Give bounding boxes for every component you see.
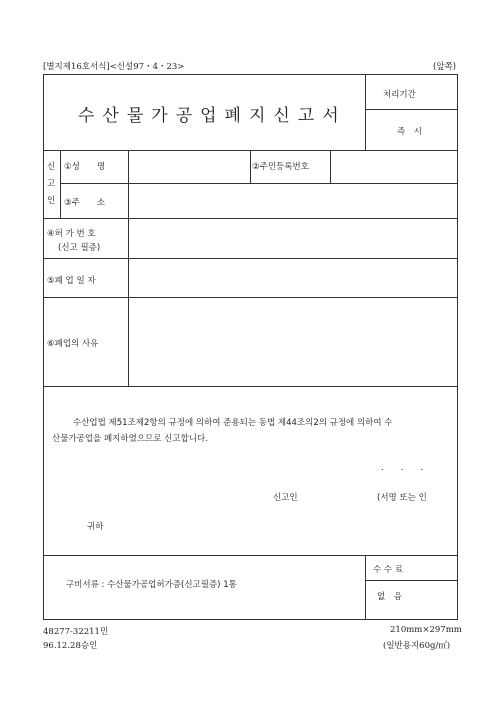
fee-label: 수 수 료 bbox=[373, 565, 404, 575]
address-label: ③주 소 bbox=[64, 198, 106, 208]
form-reference: [별지제16호서식]<신설97・4・23> bbox=[43, 62, 185, 72]
permit-number-sublabel: (신고 필증) bbox=[58, 243, 101, 253]
applicant-group-label-1: 신 bbox=[47, 162, 56, 172]
name-label: ①성 명 bbox=[64, 162, 106, 172]
name-field[interactable] bbox=[130, 152, 248, 181]
applicant-group-label-3: 인 bbox=[47, 196, 56, 206]
closure-reason-label: ⑥폐업의 사유 bbox=[47, 339, 99, 349]
resident-registration-number-label: ②주민등록번호 bbox=[252, 162, 309, 172]
permit-number-label: ④허 가 번 호 bbox=[47, 229, 96, 239]
resident-registration-number-field[interactable] bbox=[332, 152, 456, 181]
closure-date-label: ⑤폐 업 일 자 bbox=[47, 276, 96, 286]
processing-period-label: 처리기간 bbox=[383, 90, 416, 100]
page-side-label: (앞쪽) bbox=[433, 62, 457, 72]
permit-number-field[interactable] bbox=[130, 220, 456, 256]
form-title: 수산물가공업폐지신고서 bbox=[78, 106, 347, 126]
declarant-label: 신고인 bbox=[273, 493, 298, 503]
applicant-group-label-2: 고 bbox=[47, 179, 56, 189]
required-documents: 구비서류 : 수산물가공업허가증(신고필증) 1통 bbox=[66, 580, 237, 590]
declaration-text-line-1: 수산업법 제51조제2항의 규정에 의하여 준용되는 동법 제44조의2의 규정에 의하여 수 bbox=[73, 418, 393, 428]
addressee-label: 귀하 bbox=[87, 522, 104, 532]
fee-value: 없 음 bbox=[377, 592, 402, 602]
processing-period-value: 즉 시 bbox=[397, 127, 422, 137]
declarant-name-field[interactable] bbox=[305, 486, 371, 502]
closure-date-field[interactable] bbox=[130, 260, 456, 295]
declaration-date[interactable]: . . . bbox=[381, 463, 424, 473]
closure-reason-field[interactable] bbox=[130, 299, 456, 384]
paper-type: (일반용지60g/㎡) bbox=[383, 641, 451, 651]
signature-label: (서명 또는 인 bbox=[377, 493, 427, 503]
form-code: 48277-32211민 bbox=[43, 627, 109, 637]
approval-date: 96.12.28승인 bbox=[43, 641, 98, 651]
declaration-text-line-2: 산물가공업을 폐지하였으므로 신고합니다. bbox=[52, 434, 208, 444]
address-field[interactable] bbox=[130, 185, 456, 216]
paper-size: 210mm×297mm bbox=[390, 625, 462, 635]
